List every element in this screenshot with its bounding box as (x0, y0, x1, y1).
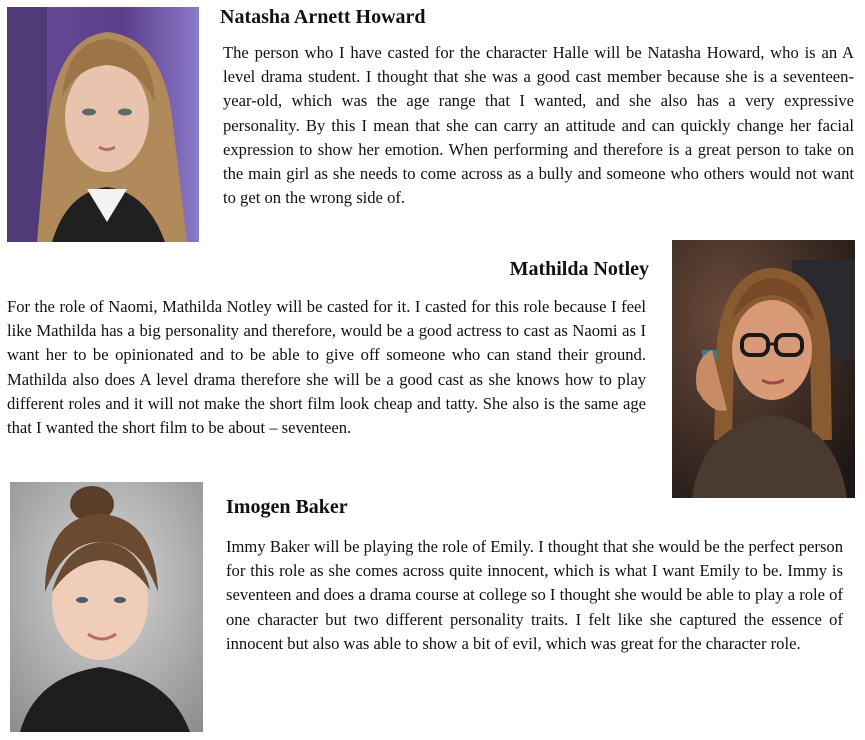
casting-description: The person who I have casted for the character Halle will be Natasha Howard, who is an A level drama student. I thought that she was a good cast member because she is a seventeen-year-old, which was the age range that I wanted, and she also has a very expressive personality. By this I mean that she can carry an attitude and can quickly change her facial expression to show her emotion. When performing and therefore is a great person to take on the main girl as she needs to come across as a bully and someone who others would not want to get on the wrong side of. (223, 43, 854, 208)
portrait-photo-natasha (7, 7, 199, 242)
casting-description: Immy Baker will be playing the role of Emily. I thought that she would be the perfect person for this role as she comes across quite innocent, which is what I want Emily to be. Immy is seventeen and does a drama course at college so I thought she would be able to play a role of one character but two different personality traits. I felt like she captured the essence of innocent but also was able to show a bit of evil, which was great for the character role. (226, 537, 843, 653)
portrait-photo-mathilda (672, 240, 855, 498)
casting-description: For the role of Naomi, Mathilda Notley will be casted for it. I casted for this role because I feel like Mathilda has a big personality and therefore, would be a good actress to cast as Naomi as I want her to be opinionated and to be able to give off someone who can stand their ground. Mathilda also does A level drama therefore she will be a good cast as she knows how to play different roles and it will not make the short film look cheap and tatty. She also is the same age that I wanted the short film to be about – seventeen. (7, 297, 646, 438)
person-name-heading: Natasha Arnett Howard (220, 6, 426, 28)
person-name-heading: Imogen Baker (226, 496, 348, 518)
portrait-photo-imogen (10, 482, 203, 732)
person-name-heading: Mathilda Notley (509, 258, 649, 280)
